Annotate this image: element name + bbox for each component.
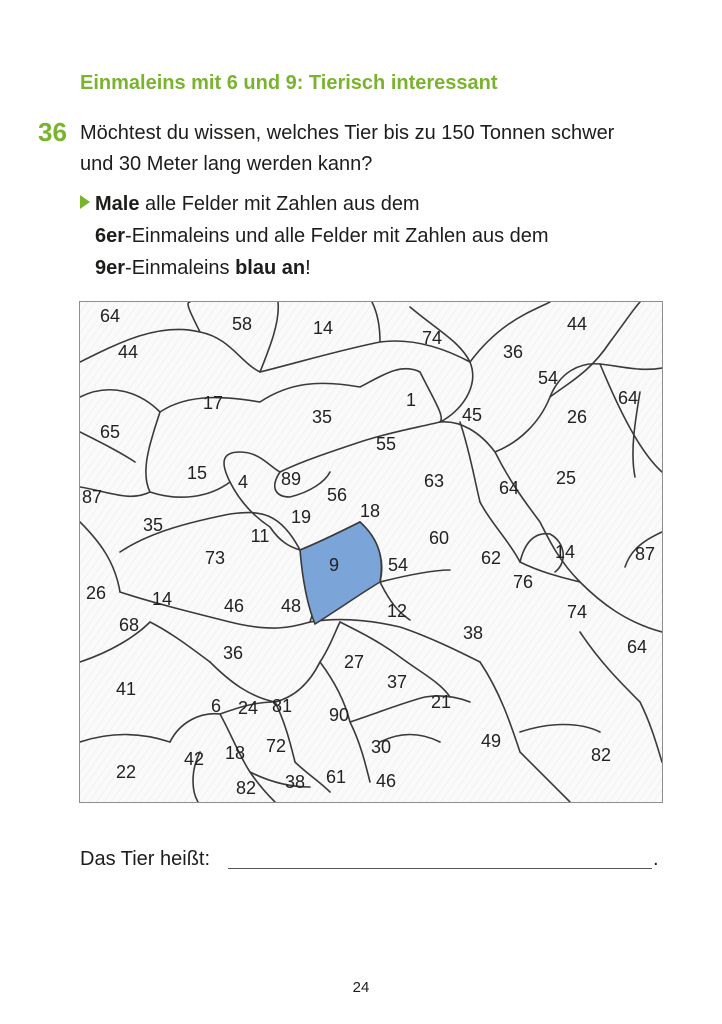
puzzle-number: 36 xyxy=(222,643,244,663)
puzzle-number: 87 xyxy=(81,487,103,507)
puzzle-number: 61 xyxy=(325,767,347,787)
puzzle-number: 64 xyxy=(99,306,121,326)
puzzle-number: 74 xyxy=(421,328,443,348)
puzzle-number: 82 xyxy=(590,745,612,765)
puzzle-number: 89 xyxy=(280,469,302,489)
puzzle-number: 19 xyxy=(290,507,312,527)
puzzle-number: 62 xyxy=(480,548,502,568)
puzzle-number: 11 xyxy=(250,526,270,546)
instruction-bold-9er: 9er xyxy=(95,257,126,279)
puzzle-number: 56 xyxy=(326,485,348,505)
puzzle-number: 64 xyxy=(617,388,639,408)
instruction-line-3 xyxy=(80,252,640,284)
puzzle-number: 22 xyxy=(115,762,137,782)
color-by-number-puzzle xyxy=(79,301,663,803)
puzzle-number: 18 xyxy=(359,501,381,521)
puzzle-number: 18 xyxy=(224,743,246,763)
puzzle-number: 55 xyxy=(375,434,397,454)
puzzle-number: 4 xyxy=(237,472,249,492)
question-line-1: Möchtest du wissen, welches Tier bis zu 150 Tonnen schwer xyxy=(80,122,615,144)
puzzle-number: 41 xyxy=(115,679,137,699)
instruction xyxy=(80,188,640,284)
arrow-right-icon xyxy=(80,195,90,209)
puzzle-number: 26 xyxy=(566,407,588,427)
puzzle-number: 35 xyxy=(142,515,164,535)
puzzle-number: 65 xyxy=(99,422,121,442)
puzzle-number: 15 xyxy=(186,463,208,483)
instruction-text-4: ! xyxy=(305,257,311,279)
answer-label: Das Tier heißt: xyxy=(80,848,211,870)
puzzle-number: 58 xyxy=(231,314,253,334)
puzzle-number: 36 xyxy=(502,342,524,362)
puzzle-number: 90 xyxy=(328,705,350,725)
puzzle-number: 24 xyxy=(237,698,259,718)
puzzle-number: 38 xyxy=(284,772,306,792)
puzzle-number: 14 xyxy=(312,318,334,338)
puzzle-number: 6 xyxy=(210,696,222,716)
puzzle-number: 81 xyxy=(271,696,293,716)
puzzle-number: 14 xyxy=(554,542,576,562)
question-line-2: und 30 Meter lang werden kann? xyxy=(80,153,373,175)
instruction-line-1 xyxy=(80,188,640,220)
puzzle-number: 44 xyxy=(566,314,588,334)
puzzle-number: 54 xyxy=(537,368,559,388)
instruction-line-2 xyxy=(80,220,640,252)
question-text xyxy=(80,118,680,180)
puzzle-number: 73 xyxy=(204,548,226,568)
puzzle-number: 54 xyxy=(387,555,409,575)
puzzle-number: 68 xyxy=(118,615,140,635)
puzzle-number: 30 xyxy=(370,737,392,757)
instruction-text-2: -Einmaleins und alle Felder mit Zahlen aus dem xyxy=(125,225,549,247)
puzzle-number: 9 xyxy=(328,555,340,575)
puzzle-number: 17 xyxy=(202,393,224,413)
puzzle-number: 48 xyxy=(280,596,302,616)
puzzle-number: 42 xyxy=(183,749,205,769)
puzzle-number: 25 xyxy=(555,468,577,488)
puzzle-number: 21 xyxy=(430,692,452,712)
answer-blank-line[interactable] xyxy=(228,868,652,869)
puzzle-number: 63 xyxy=(423,471,445,491)
instruction-text-1: alle Felder mit Zahlen aus dem xyxy=(139,193,420,215)
puzzle-number: 45 xyxy=(461,405,483,425)
puzzle-number: 35 xyxy=(311,407,333,427)
instruction-bold-blau-an: blau an xyxy=(235,257,306,279)
puzzle-number: 38 xyxy=(462,623,484,643)
puzzle-number: 27 xyxy=(343,652,365,672)
puzzle-number: 46 xyxy=(223,596,245,616)
puzzle-number: 26 xyxy=(85,583,107,603)
page-number: 24 xyxy=(352,979,370,996)
puzzle-number: 60 xyxy=(428,528,450,548)
puzzle-number: 44 xyxy=(117,342,139,362)
puzzle-number: 14 xyxy=(151,589,173,609)
task-number: 36 xyxy=(38,117,67,147)
puzzle-number: 74 xyxy=(566,602,588,622)
puzzle-number: 64 xyxy=(626,637,648,657)
puzzle-number: 64 xyxy=(498,478,520,498)
puzzle-number: 87 xyxy=(634,544,656,564)
instruction-bold-6er: 6er xyxy=(95,225,126,247)
instruction-bold-male: Male xyxy=(95,193,140,215)
puzzle-number: 49 xyxy=(480,731,502,751)
section-heading: Einmaleins mit 6 und 9: Tierisch interessant xyxy=(80,72,498,94)
instruction-text-3: -Einmaleins xyxy=(125,257,236,279)
puzzle-number: 1 xyxy=(405,390,417,410)
puzzle-number: 12 xyxy=(386,601,408,621)
puzzle-number: 82 xyxy=(235,778,257,798)
answer-period: . xyxy=(653,848,659,870)
puzzle-number: 76 xyxy=(512,572,534,592)
puzzle-number: 37 xyxy=(386,672,408,692)
puzzle-number: 46 xyxy=(375,771,397,791)
puzzle-number: 72 xyxy=(265,736,287,756)
